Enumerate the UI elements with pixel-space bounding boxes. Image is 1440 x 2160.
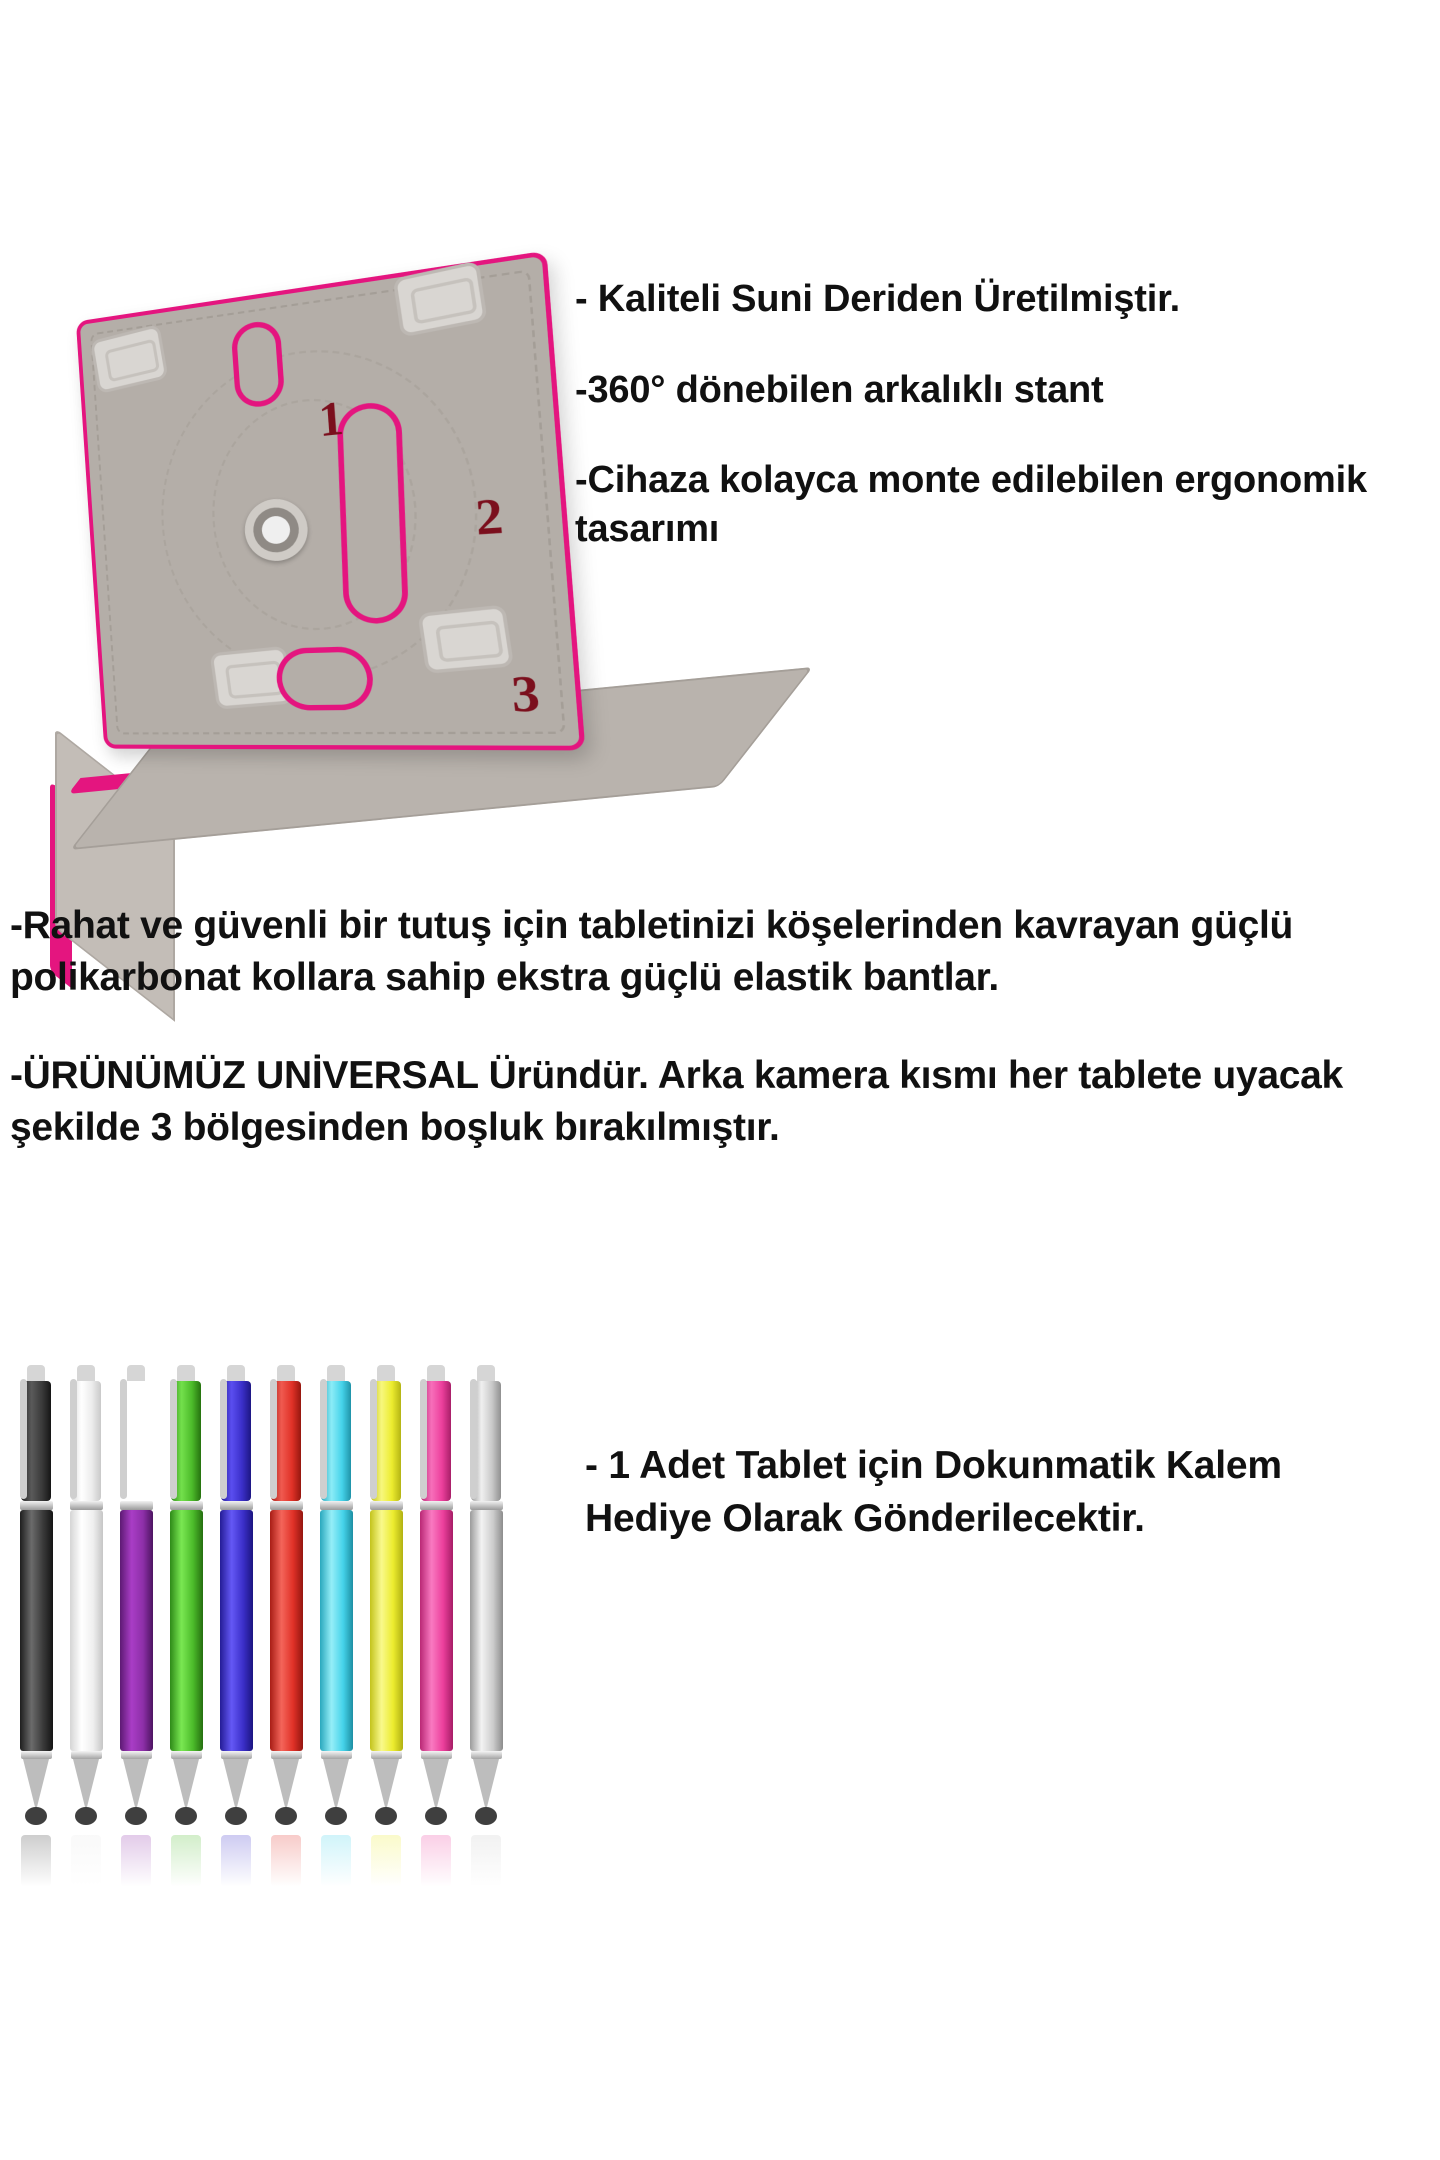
stylus-pen-pink: [418, 1365, 454, 1825]
camera-slot-3: [275, 646, 376, 711]
stylus-pen-purple: [118, 1365, 154, 1825]
case-back-panel: [76, 251, 586, 751]
marker-number-2: 2: [473, 487, 506, 546]
camera-slot-2: [336, 401, 409, 624]
gift-stylus-section: [0, 1340, 1440, 1940]
description-paragraph-1: -Rahat ve güvenli bir tutuş için tabletinizi köşelerinden kavrayan güçlü polikarbonat kollara sahip ekstra güçlü elastik bantlar.: [10, 904, 1294, 999]
feature-bullet-list: [575, 275, 1395, 596]
stylus-pen-black: [18, 1365, 54, 1825]
stylus-pen-red: [268, 1365, 304, 1825]
feature-bullet-3: -Cihaza kolayca monte edilebilen ergonomik tasarımı: [575, 459, 1367, 550]
feature-bullet-1: - Kaliteli Suni Deriden Üretilmiştir.: [575, 278, 1180, 320]
camera-slot-1: [230, 319, 285, 410]
features-section: [0, 250, 1440, 900]
stylus-pen-image: [18, 1365, 588, 1895]
marker-number-1: 1: [316, 390, 346, 447]
stylus-pen-blue: [218, 1365, 254, 1825]
stylus-pen-yellow: [368, 1365, 404, 1825]
feature-bullet-2: -360° dönebilen arkalıklı stant: [575, 368, 1104, 411]
gift-description-text: - 1 Adet Tablet için Dokunmatik Kalem Hediye Olarak Gönderilecektir.: [585, 1444, 1282, 1540]
description-paragraphs: [10, 900, 1390, 1199]
corner-holder-bottom-right: [417, 604, 514, 673]
stylus-pen-white: [68, 1365, 104, 1825]
stylus-pen-cyan: [318, 1365, 354, 1825]
stylus-pen-silver: [468, 1365, 504, 1825]
marker-number-3: 3: [509, 665, 542, 723]
description-paragraph-2: -ÜRÜNÜMÜZ UNİVERSAL Üründür. Arka kamera kısmı her tablete uyacak şekilde 3 bölgesinden boşluk bırakılmıştır.: [10, 1053, 1343, 1149]
stylus-pen-green: [168, 1365, 204, 1825]
